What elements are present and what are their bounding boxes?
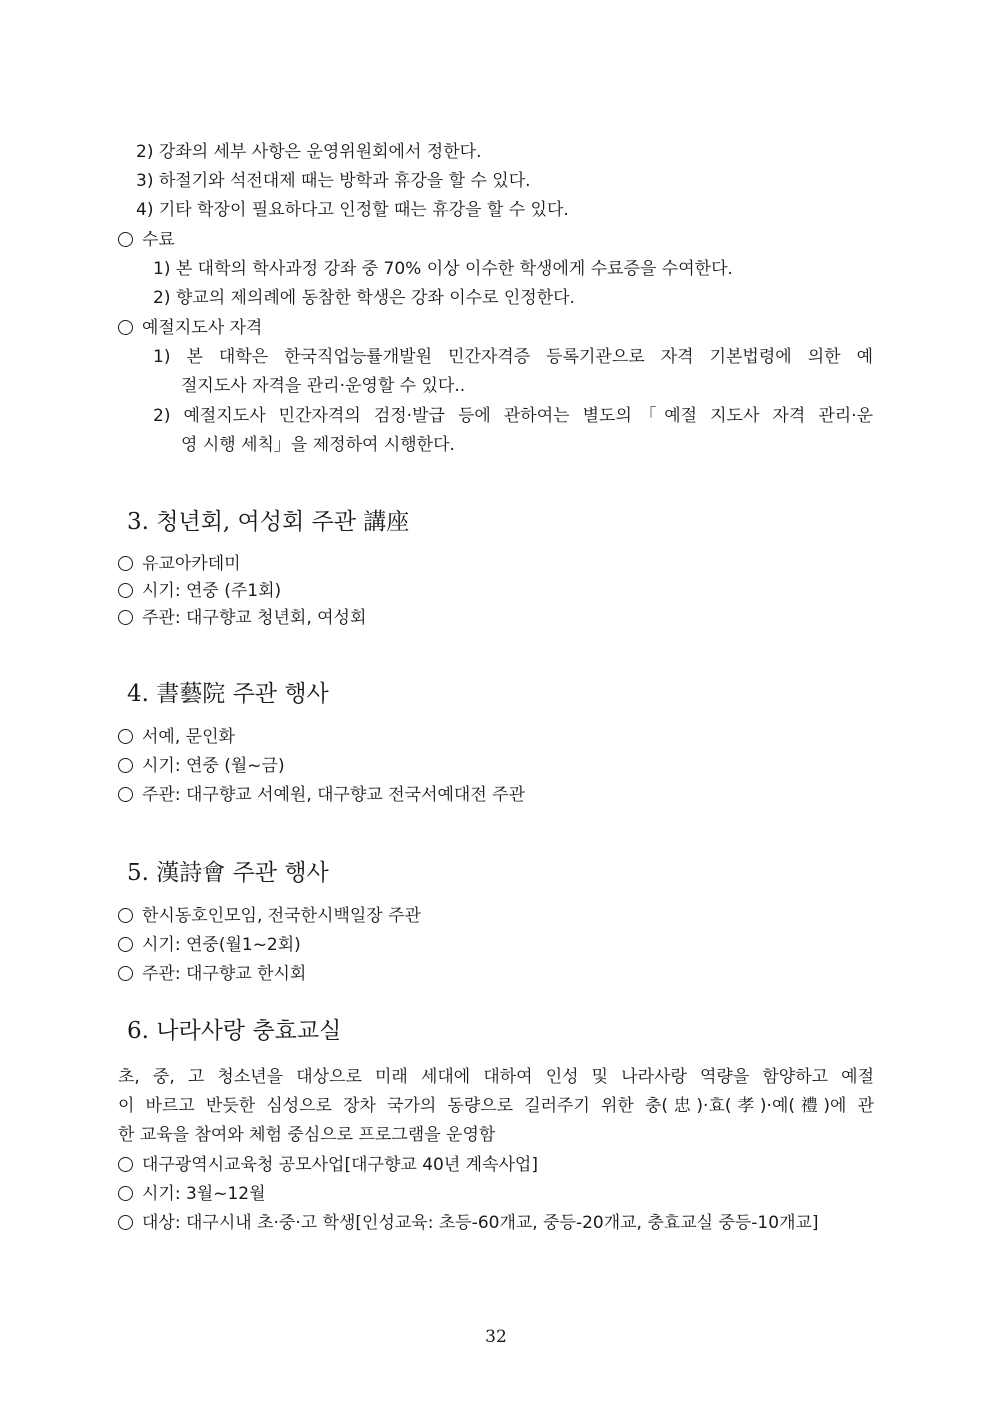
section-heading: 4. 書藝院 주관 행사 xyxy=(127,681,329,707)
bullet-item xyxy=(118,553,241,575)
bullet-label: 대상: 대구시내 초·중·고 학생[인성교육: 초등-60개교, 중등-20개교, 충효교실 중등-10개교] xyxy=(142,1213,819,1233)
list-item-continuation: 영 시행 세칙」을 제정하여 시행한다. xyxy=(181,435,455,455)
bullet-item xyxy=(118,963,306,985)
section-heading: 3. 청년회, 여성회 주관 講座 xyxy=(127,509,410,535)
bullet-label: 주관: 대구향교 서예원, 대구향교 전국서예대전 주관 xyxy=(142,785,526,805)
bullet-item xyxy=(118,1212,819,1234)
bullet-item xyxy=(118,1154,538,1176)
bullet-label: 수료 xyxy=(142,230,175,250)
page-number: 32 xyxy=(485,1327,507,1347)
bullet-label: 시기: 연중(월1~2회) xyxy=(142,935,301,955)
bullet-item xyxy=(118,607,366,629)
bullet-label: 서예, 문인화 xyxy=(142,727,235,747)
bullet-item xyxy=(118,229,175,251)
circle-bullet-icon xyxy=(118,610,133,625)
bullet-label: 대구광역시교육청 공모사업[대구향교 40년 계속사업] xyxy=(142,1155,538,1175)
list-item: 3) 하절기와 석전대제 때는 방학과 휴강을 할 수 있다. xyxy=(136,171,531,191)
circle-bullet-icon xyxy=(118,1215,133,1230)
bullet-label: 주관: 대구향교 한시회 xyxy=(142,964,307,984)
list-item: 2) 예절지도사 민간자격의 검정·발급 등에 관하여는 별도의「예절 지도사 자격 관리·운 xyxy=(153,406,873,426)
circle-bullet-icon xyxy=(118,729,133,744)
circle-bullet-icon xyxy=(118,787,133,802)
circle-bullet-icon xyxy=(118,908,133,923)
list-item: 1) 본 대학은 한국직업능률개발원 민간자격증 등록기관으로 자격 기본법령에 의한 예 xyxy=(153,347,873,367)
list-item: 2) 강좌의 세부 사항은 운영위원회에서 정한다. xyxy=(136,142,482,162)
list-item: 2) 향교의 제의례에 동참한 학생은 강좌 이수로 인정한다. xyxy=(153,288,575,308)
paragraph-line: 초, 중, 고 청소년을 대상으로 미래 세대에 대하여 인성 및 나라사랑 역량을 함양하고 예절 xyxy=(118,1067,874,1087)
circle-bullet-icon xyxy=(118,232,133,247)
bullet-label: 한시동호인모임, 전국한시백일장 주관 xyxy=(142,906,421,926)
circle-bullet-icon xyxy=(118,556,133,571)
bullet-item xyxy=(118,1183,266,1205)
bullet-item xyxy=(118,317,262,339)
list-item: 4) 기타 학장이 필요하다고 인정할 때는 휴강을 할 수 있다. xyxy=(136,200,569,220)
bullet-label: 주관: 대구향교 청년회, 여성회 xyxy=(142,608,367,628)
bullet-item xyxy=(118,580,281,602)
bullet-label: 시기: 연중 (월~금) xyxy=(142,756,285,776)
bullet-item xyxy=(118,905,421,927)
section-heading: 6. 나라사랑 충효교실 xyxy=(127,1018,342,1044)
bullet-item xyxy=(118,784,525,806)
circle-bullet-icon xyxy=(118,966,133,981)
bullet-label: 시기: 연중 (주1회) xyxy=(142,581,282,601)
paragraph-line: 이 바르고 반듯한 심성으로 장차 국가의 동량으로 길러주기 위한 충(忠)·효(孝)·예(禮)에 관 xyxy=(118,1096,874,1116)
list-item-continuation: 절지도사 자격을 관리·운영할 수 있다.. xyxy=(181,376,466,396)
circle-bullet-icon xyxy=(118,1157,133,1172)
bullet-label: 예절지도사 자격 xyxy=(142,318,263,338)
bullet-item xyxy=(118,934,301,956)
section-heading: 5. 漢詩會 주관 행사 xyxy=(127,860,329,886)
circle-bullet-icon xyxy=(118,320,133,335)
circle-bullet-icon xyxy=(118,937,133,952)
circle-bullet-icon xyxy=(118,758,133,773)
bullet-item xyxy=(118,726,235,748)
circle-bullet-icon xyxy=(118,583,133,598)
circle-bullet-icon xyxy=(118,1186,133,1201)
bullet-label: 시기: 3월~12월 xyxy=(142,1184,266,1204)
paragraph-line: 한 교육을 참여와 체험 중심으로 프로그램을 운영함 xyxy=(118,1125,496,1145)
bullet-item xyxy=(118,755,285,777)
list-item: 1) 본 대학의 학사과정 강좌 중 70% 이상 이수한 학생에게 수료증을 수여한다. xyxy=(153,259,733,279)
bullet-label: 유교아카데미 xyxy=(142,554,241,574)
